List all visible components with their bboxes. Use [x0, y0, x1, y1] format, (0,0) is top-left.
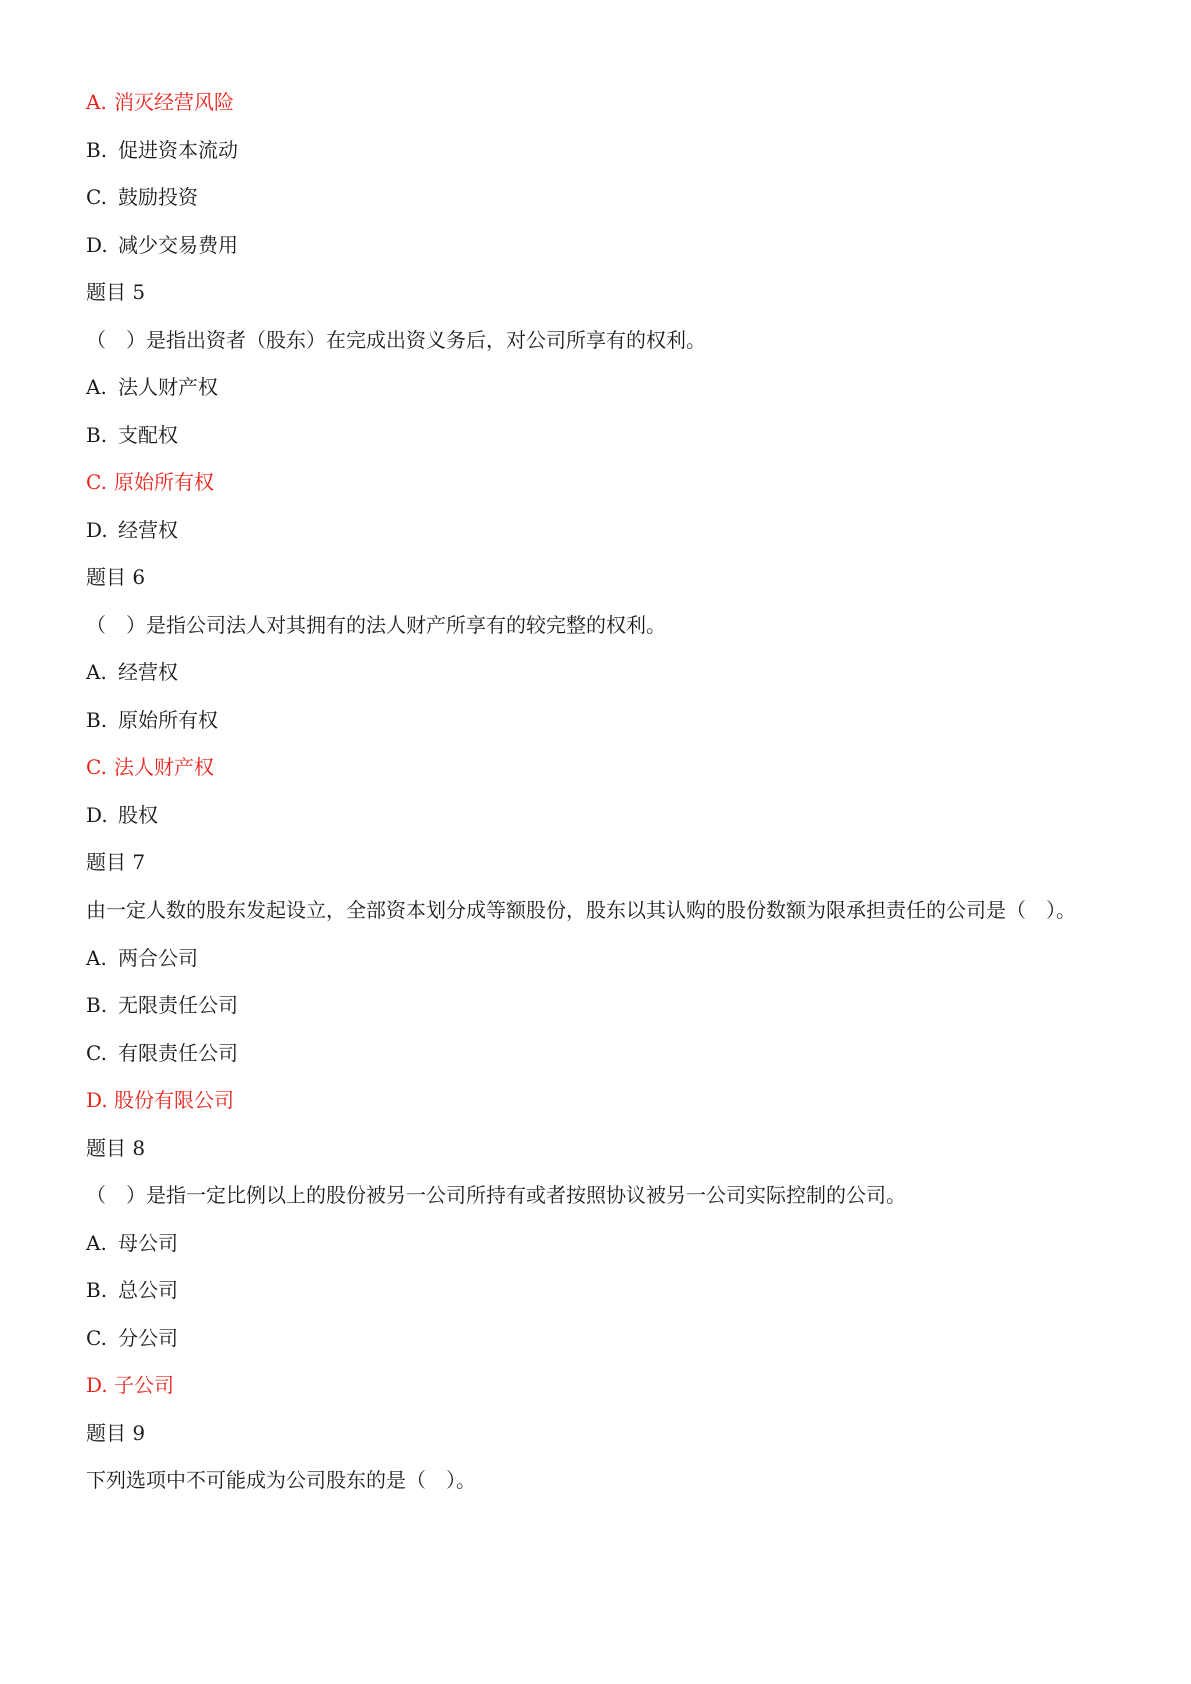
- question-heading: 题目 6: [86, 565, 146, 589]
- option-letter: C.: [86, 185, 107, 209]
- option-text: 股权: [118, 802, 158, 827]
- option-text: 母公司: [118, 1230, 178, 1255]
- question-heading: 题目 8: [86, 1135, 146, 1160]
- document-page: [86, 88, 1106, 1514]
- question-text: （ ）是指公司法人对其拥有的法人财产所享有的较完整的权利。: [86, 612, 666, 637]
- option-text: 经营权: [118, 660, 178, 684]
- answer-option: [86, 231, 1106, 259]
- answer-option: [86, 136, 1106, 164]
- option-text: 无限责任公司: [118, 993, 238, 1017]
- answer-option: [86, 183, 1106, 211]
- option-letter: B.: [86, 422, 108, 447]
- option-letter: D.: [86, 232, 108, 257]
- question-heading: 题目 7: [86, 850, 146, 874]
- question-heading: 题目 9: [86, 1420, 146, 1445]
- question-heading: 题目 5: [86, 280, 146, 304]
- question-text: （ ）是指一定比例以上的股份被另一公司所持有或者按照协议被另一公司实际控制的公司。: [86, 1183, 906, 1207]
- option-letter: D.: [86, 517, 108, 542]
- option-text: 原始所有权: [118, 707, 218, 732]
- answer-option: [86, 1039, 1106, 1067]
- option-letter: B.: [86, 707, 108, 732]
- answer-option: [86, 1229, 1106, 1257]
- option-letter: C.: [86, 1040, 107, 1065]
- answer-option: [86, 944, 1106, 972]
- answer-option: [86, 516, 1106, 544]
- answer-option-correct: [86, 468, 1106, 496]
- answer-option: [86, 801, 1106, 829]
- option-text: 支配权: [118, 422, 178, 447]
- answer-option: [86, 421, 1106, 449]
- option-text: 原始所有权: [114, 470, 214, 494]
- question-text: 下列选项中不可能成为公司股东的是（ ）。: [86, 1468, 476, 1492]
- option-text: 法人财产权: [114, 755, 214, 779]
- option-text: 减少交易费用: [118, 232, 238, 257]
- question-text: （ ）是指出资者（股东）在完成出资义务后，对公司所享有的权利。: [86, 327, 706, 352]
- answer-option-correct: [86, 1086, 1106, 1114]
- option-text: 消灭经营风险: [114, 90, 234, 114]
- option-text: 分公司: [118, 1325, 178, 1350]
- option-letter: D.: [86, 1373, 108, 1397]
- option-letter: A.: [86, 945, 107, 970]
- option-letter: C.: [86, 1325, 107, 1350]
- option-letter: A.: [86, 375, 107, 399]
- option-letter: A.: [86, 1230, 107, 1255]
- option-text: 子公司: [114, 1373, 174, 1397]
- option-text: 鼓励投资: [118, 185, 198, 209]
- option-text: 有限责任公司: [118, 1040, 238, 1065]
- option-text: 法人财产权: [118, 375, 218, 399]
- option-text: 两合公司: [118, 945, 198, 970]
- option-text: 总公司: [118, 1278, 178, 1302]
- option-letter: B.: [86, 993, 108, 1017]
- answer-option: [86, 991, 1106, 1019]
- option-letter: B.: [86, 137, 108, 162]
- option-letter: A.: [86, 660, 107, 684]
- answer-option: [86, 373, 1106, 401]
- option-text: 经营权: [118, 517, 178, 542]
- option-letter: D.: [86, 802, 108, 827]
- answer-option-correct: [86, 1371, 1106, 1399]
- answer-option-correct: [86, 753, 1106, 781]
- option-letter: C.: [86, 470, 107, 494]
- option-letter: A.: [86, 90, 107, 114]
- option-letter: D.: [86, 1088, 108, 1112]
- option-text: 股份有限公司: [114, 1088, 234, 1112]
- answer-option-correct: [86, 88, 1106, 116]
- answer-option: [86, 1276, 1106, 1304]
- option-letter: C.: [86, 755, 107, 779]
- question-text: 由一定人数的股东发起设立，全部资本划分成等额股份，股东以其认购的股份数额为限承担责任的公司是（ ）。: [86, 897, 1076, 922]
- option-text: 促进资本流动: [118, 137, 238, 162]
- answer-option: [86, 1324, 1106, 1352]
- answer-option: [86, 706, 1106, 734]
- answer-option: [86, 658, 1106, 686]
- option-letter: B.: [86, 1278, 108, 1302]
